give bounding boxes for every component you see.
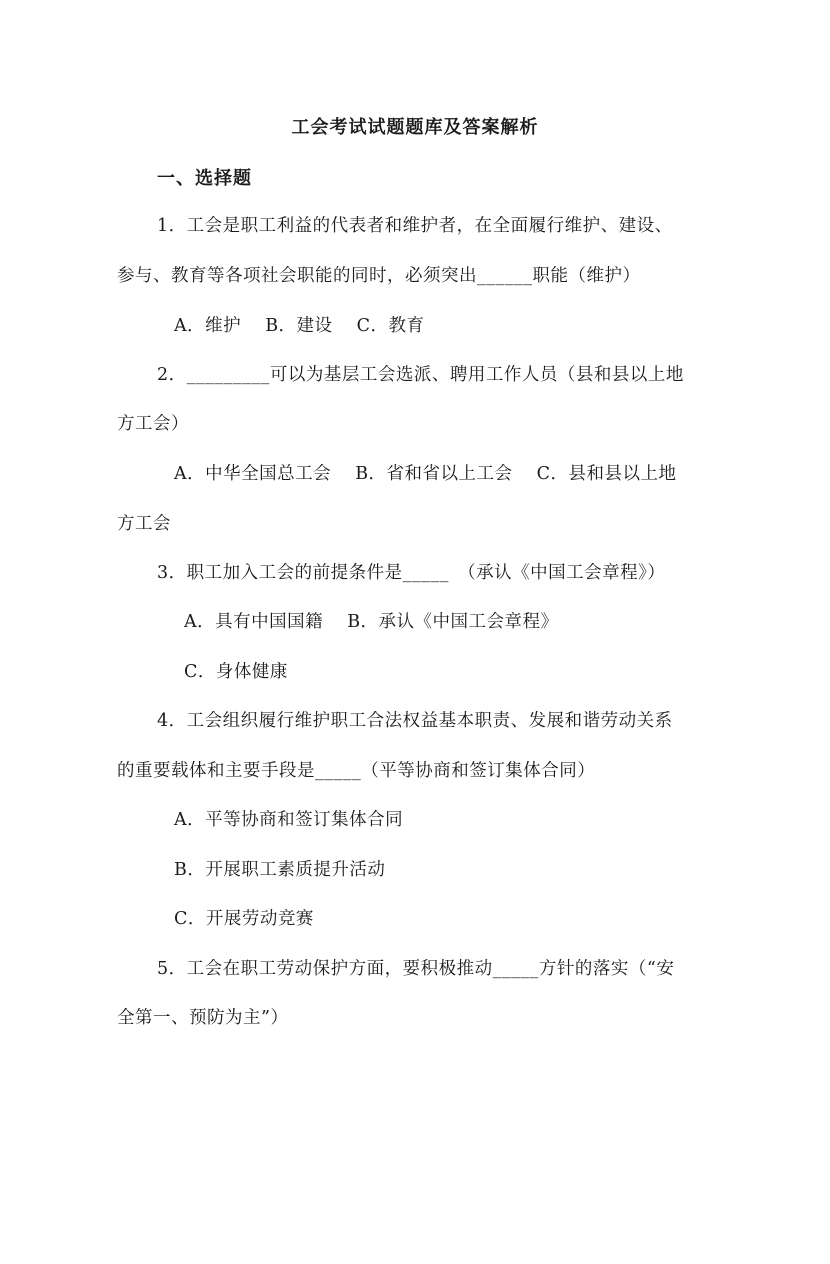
question-1-line-1: 1．工会是职工利益的代表者和维护者，在全面履行维护、建设、 [157,216,673,236]
watermark [269,1016,551,1263]
page-title: 工会考试试题题库及答案解析 [291,117,539,138]
question-4-option-b: B．开展职工素质提升活动 [174,860,386,880]
question-2-options-cont: 方工会 [117,514,171,534]
question-1-line-2: 参与、教育等各项社会职能的同时，必须突出______职能（维护） [117,266,641,286]
question-5-line-2: 全第一、预防为主”） [117,1008,289,1028]
question-4-option-c: C．开展劳动竞赛 [174,909,314,929]
question-4-line-2: 的重要载体和主要手段是_____（平等协商和签订集体合同） [117,761,596,781]
section-heading: 一、选择题 [157,168,252,189]
question-3-options-1: A．具有中国国籍 B．承认《中国工会章程》 [184,612,559,632]
question-3-line-1: 3．职工加入工会的前提条件是_____ （承认《中国工会章程》） [157,563,666,583]
question-2-options: A．中华全国总工会 B．省和省以上工会 C．县和县以上地 [174,464,677,484]
question-2-line-2: 方工会） [117,414,189,434]
question-4-line-1: 4．工会组织履行维护职工合法权益基本职责、发展和谐劳动关系 [157,711,673,731]
question-1-options: A．维护 B．建设 C．教育 [174,316,425,336]
question-5-line-1: 5．工会在职工劳动保护方面，要积极推动_____方针的落实（“安 [157,959,675,979]
question-4-option-a: A．平等协商和签订集体合同 [174,810,404,830]
question-3-options-2: C．身体健康 [184,662,288,682]
question-2-line-1: 2．_________可以为基层工会选派、聘用工作人员（县和县以上地 [157,365,684,385]
